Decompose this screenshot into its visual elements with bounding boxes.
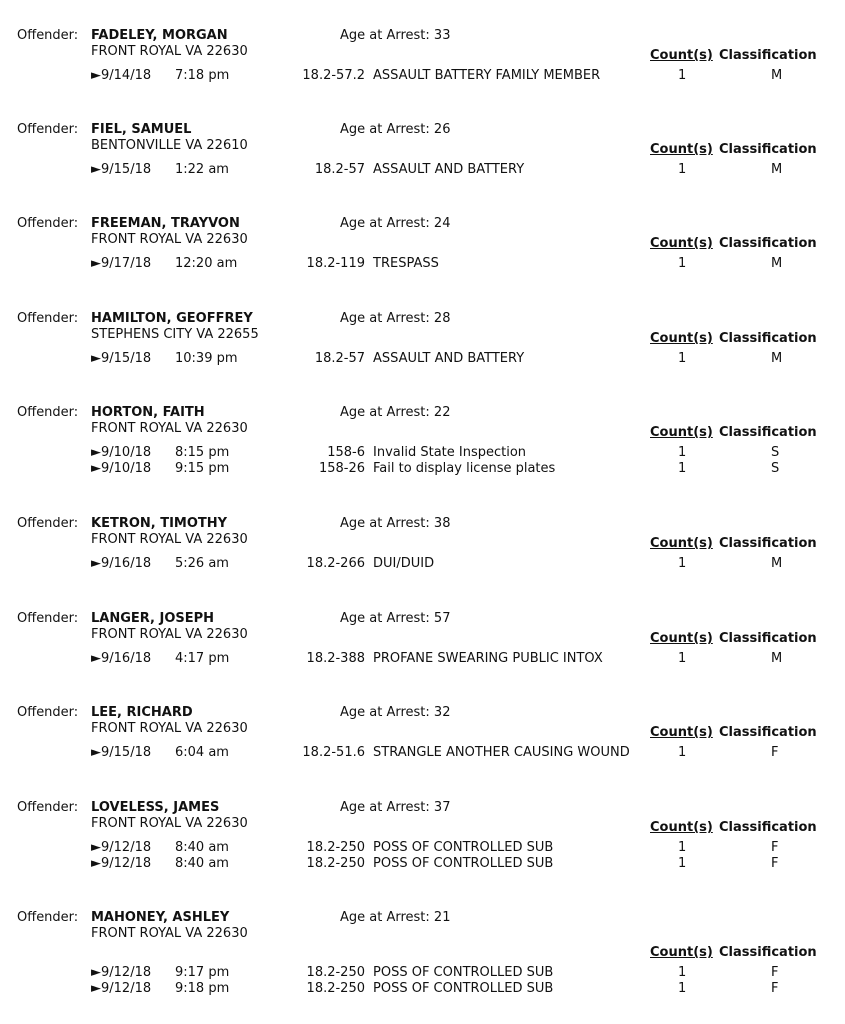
offender-name: LOVELESS, JAMES xyxy=(91,800,220,815)
offender-address: STEPHENS CITY VA 22655 xyxy=(91,327,259,342)
charge-date: ►9/12/18 xyxy=(91,856,152,871)
charge-date: ►9/15/18 xyxy=(91,745,152,760)
charge-row xyxy=(0,351,845,367)
charge-classification: F xyxy=(771,745,779,760)
offender-address: FRONT ROYAL VA 22630 xyxy=(91,421,248,436)
charge-date: ►9/15/18 xyxy=(91,162,152,177)
charge-code: 18.2-250 xyxy=(306,965,365,980)
charge-time: 9:18 pm xyxy=(175,981,230,996)
classification-header: Classification xyxy=(719,425,817,440)
offender-label: Offender: xyxy=(17,516,79,531)
offender-record xyxy=(0,910,845,1010)
charge-count: 1 xyxy=(678,351,687,366)
charge-code: 18.2-57.2 xyxy=(302,68,365,83)
counts-header: Count(s) xyxy=(650,536,713,551)
charge-row xyxy=(0,556,845,572)
charge-row xyxy=(0,651,845,667)
charge-time: 6:04 am xyxy=(175,745,229,760)
charge-code: 18.2-51.6 xyxy=(302,745,365,760)
charge-date: ►9/16/18 xyxy=(91,651,152,666)
charge-row xyxy=(0,981,845,997)
age-at-arrest: Age at Arrest: 57 xyxy=(340,611,451,626)
charge-description: ASSAULT AND BATTERY xyxy=(373,351,525,366)
counts-header: Count(s) xyxy=(650,631,713,646)
classification-header: Classification xyxy=(719,536,817,551)
charge-classification: M xyxy=(771,651,783,666)
charge-code: 18.2-250 xyxy=(306,981,365,996)
counts-header: Count(s) xyxy=(650,142,713,157)
classification-header: Classification xyxy=(719,48,817,63)
charge-classification: F xyxy=(771,840,779,855)
charge-description: TRESPASS xyxy=(373,256,439,271)
charge-code: 18.2-250 xyxy=(306,840,365,855)
offender-address: FRONT ROYAL VA 22630 xyxy=(91,816,248,831)
offender-label: Offender: xyxy=(17,216,79,231)
charge-count: 1 xyxy=(678,162,687,177)
offender-label: Offender: xyxy=(17,611,79,626)
charge-time: 12:20 am xyxy=(175,256,238,271)
counts-header: Count(s) xyxy=(650,331,713,346)
charge-description: Invalid State Inspection xyxy=(373,445,527,460)
charge-row xyxy=(0,162,845,178)
charge-count: 1 xyxy=(678,68,687,83)
charge-time: 9:15 pm xyxy=(175,461,230,476)
charge-time: 1:22 am xyxy=(175,162,229,177)
offender-record xyxy=(0,405,845,505)
charge-count: 1 xyxy=(678,461,687,476)
offender-label: Offender: xyxy=(17,910,79,925)
offender-record xyxy=(0,516,845,616)
charge-date: ►9/16/18 xyxy=(91,556,152,571)
offender-label: Offender: xyxy=(17,405,79,420)
charge-date: ►9/15/18 xyxy=(91,351,152,366)
charge-classification: F xyxy=(771,965,779,980)
charge-row xyxy=(0,445,845,461)
charge-classification: S xyxy=(771,461,780,476)
charge-count: 1 xyxy=(678,981,687,996)
offender-label: Offender: xyxy=(17,800,79,815)
offender-label: Offender: xyxy=(17,28,79,43)
charge-row xyxy=(0,745,845,761)
age-at-arrest: Age at Arrest: 32 xyxy=(340,705,451,720)
counts-header: Count(s) xyxy=(650,236,713,251)
charge-date: ►9/12/18 xyxy=(91,840,152,855)
charge-description: Fail to display license plates xyxy=(373,461,556,476)
age-at-arrest: Age at Arrest: 33 xyxy=(340,28,451,43)
charge-code: 18.2-57 xyxy=(314,162,365,177)
age-at-arrest: Age at Arrest: 26 xyxy=(340,122,451,137)
counts-header: Count(s) xyxy=(650,820,713,835)
charge-classification: S xyxy=(771,445,780,460)
charge-description: ASSAULT AND BATTERY xyxy=(373,162,525,177)
offender-address: FRONT ROYAL VA 22630 xyxy=(91,232,248,247)
charge-count: 1 xyxy=(678,840,687,855)
counts-header: Count(s) xyxy=(650,48,713,63)
offender-address: FRONT ROYAL VA 22630 xyxy=(91,44,248,59)
charge-description: POSS OF CONTROLLED SUB xyxy=(373,840,554,855)
charge-row xyxy=(0,68,845,84)
classification-header: Classification xyxy=(719,142,817,157)
charge-time: 8:40 am xyxy=(175,856,229,871)
offender-address: FRONT ROYAL VA 22630 xyxy=(91,532,248,547)
charge-description: STRANGLE ANOTHER CAUSING WOUND xyxy=(373,745,630,760)
charge-time: 8:40 am xyxy=(175,840,229,855)
charge-row xyxy=(0,856,845,872)
charge-row xyxy=(0,461,845,477)
charge-code: 18.2-57 xyxy=(314,351,365,366)
charge-date: ►9/12/18 xyxy=(91,981,152,996)
charge-time: 9:17 pm xyxy=(175,965,230,980)
offender-label: Offender: xyxy=(17,311,79,326)
charge-classification: M xyxy=(771,256,783,271)
classification-header: Classification xyxy=(719,236,817,251)
charge-code: 18.2-119 xyxy=(306,256,365,271)
offender-record xyxy=(0,705,845,805)
classification-header: Classification xyxy=(719,631,817,646)
charge-count: 1 xyxy=(678,256,687,271)
age-at-arrest: Age at Arrest: 21 xyxy=(340,910,451,925)
offender-name: FIEL, SAMUEL xyxy=(91,122,192,137)
offender-name: HAMILTON, GEOFFREY xyxy=(91,311,253,326)
charge-date: ►9/14/18 xyxy=(91,68,152,83)
charge-row xyxy=(0,840,845,856)
charge-time: 8:15 pm xyxy=(175,445,230,460)
age-at-arrest: Age at Arrest: 37 xyxy=(340,800,451,815)
classification-header: Classification xyxy=(719,820,817,835)
offender-name: HORTON, FAITH xyxy=(91,405,205,420)
charge-description: PROFANE SWEARING PUBLIC INTOX xyxy=(373,651,603,666)
charge-classification: F xyxy=(771,981,779,996)
counts-header: Count(s) xyxy=(650,425,713,440)
offender-record xyxy=(0,311,845,411)
charge-time: 10:39 pm xyxy=(175,351,238,366)
charge-classification: M xyxy=(771,351,783,366)
charge-date: ►9/17/18 xyxy=(91,256,152,271)
charge-description: POSS OF CONTROLLED SUB xyxy=(373,981,554,996)
classification-header: Classification xyxy=(719,331,817,346)
charge-count: 1 xyxy=(678,965,687,980)
age-at-arrest: Age at Arrest: 24 xyxy=(340,216,451,231)
offender-name: KETRON, TIMOTHY xyxy=(91,516,228,531)
offender-name: FREEMAN, TRAYVON xyxy=(91,216,240,231)
charge-classification: F xyxy=(771,856,779,871)
counts-header: Count(s) xyxy=(650,725,713,740)
charge-code: 18.2-266 xyxy=(306,556,365,571)
charge-code: 158-26 xyxy=(318,461,365,476)
charge-code: 18.2-250 xyxy=(306,856,365,871)
offender-name: LEE, RICHARD xyxy=(91,705,193,720)
counts-header: Count(s) xyxy=(650,945,713,960)
offender-label: Offender: xyxy=(17,122,79,137)
charge-count: 1 xyxy=(678,651,687,666)
age-at-arrest: Age at Arrest: 22 xyxy=(340,405,451,420)
charge-description: DUI/DUID xyxy=(373,556,435,571)
classification-header: Classification xyxy=(719,945,817,960)
offender-record xyxy=(0,611,845,711)
charge-count: 1 xyxy=(678,856,687,871)
charge-classification: M xyxy=(771,162,783,177)
offender-record xyxy=(0,800,845,900)
offender-record xyxy=(0,122,845,222)
charge-time: 5:26 am xyxy=(175,556,229,571)
classification-header: Classification xyxy=(719,725,817,740)
offender-address: BENTONVILLE VA 22610 xyxy=(91,138,248,153)
charge-description: POSS OF CONTROLLED SUB xyxy=(373,856,554,871)
charge-time: 4:17 pm xyxy=(175,651,230,666)
age-at-arrest: Age at Arrest: 28 xyxy=(340,311,451,326)
charge-row xyxy=(0,256,845,272)
charge-date: ►9/10/18 xyxy=(91,445,152,460)
offender-record xyxy=(0,28,845,128)
offender-record xyxy=(0,216,845,316)
charge-count: 1 xyxy=(678,745,687,760)
charge-code: 18.2-388 xyxy=(306,651,365,666)
charge-date: ►9/12/18 xyxy=(91,965,152,980)
charge-time: 7:18 pm xyxy=(175,68,230,83)
charge-count: 1 xyxy=(678,556,687,571)
offender-address: FRONT ROYAL VA 22630 xyxy=(91,721,248,736)
offender-name: FADELEY, MORGAN xyxy=(91,28,228,43)
offender-name: LANGER, JOSEPH xyxy=(91,611,215,626)
charge-description: ASSAULT BATTERY FAMILY MEMBER xyxy=(373,68,601,83)
offender-name: MAHONEY, ASHLEY xyxy=(91,910,230,925)
charge-row xyxy=(0,965,845,981)
charge-count: 1 xyxy=(678,445,687,460)
charge-classification: M xyxy=(771,556,783,571)
age-at-arrest: Age at Arrest: 38 xyxy=(340,516,451,531)
charge-date: ►9/10/18 xyxy=(91,461,152,476)
charge-classification: M xyxy=(771,68,783,83)
offender-address: FRONT ROYAL VA 22630 xyxy=(91,926,248,941)
charge-code: 158-6 xyxy=(327,445,365,460)
charge-description: POSS OF CONTROLLED SUB xyxy=(373,965,554,980)
offender-label: Offender: xyxy=(17,705,79,720)
offender-address: FRONT ROYAL VA 22630 xyxy=(91,627,248,642)
